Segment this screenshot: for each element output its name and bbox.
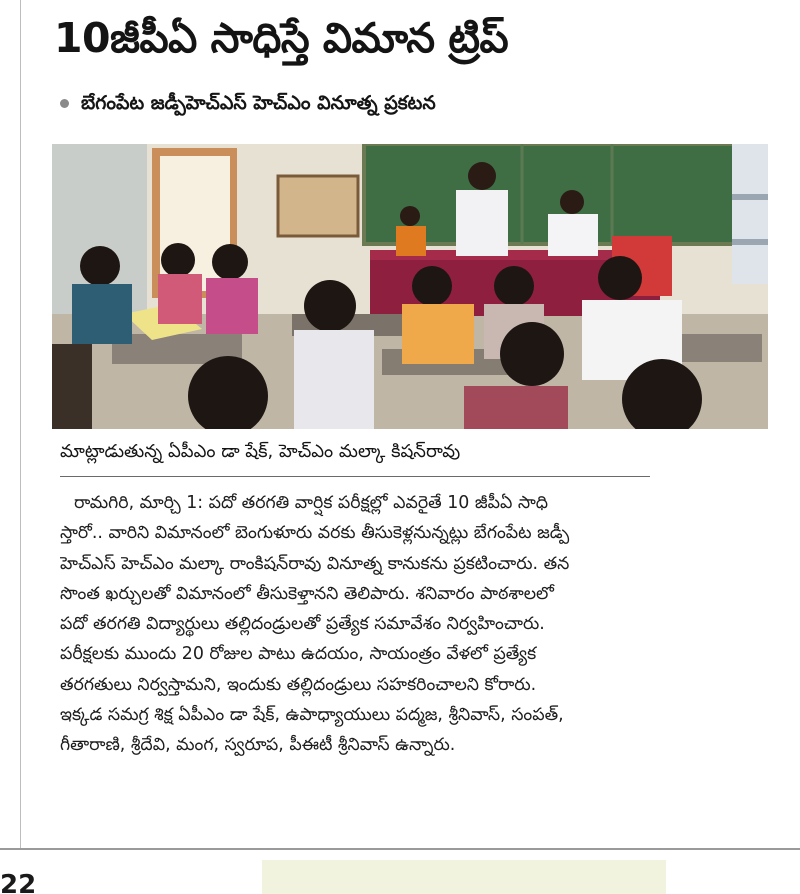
body-line: పదో తరగతి విద్యార్థులు తల్లిదండ్రులతో ప్రత్యేక సమావేశం నిర్వహించారు. bbox=[60, 614, 545, 635]
body-line: రామగిరి, మార్చి 1: పదో తరగతి వార్షిక పరీక్షల్లో ఎవరైతే 10 జీపీఏ సాధి bbox=[74, 493, 549, 513]
classroom-meeting-photo bbox=[52, 144, 768, 429]
article-headline: 10జీపీఏ సాధిస్తే విమాన ట్రిప్ bbox=[54, 14, 509, 62]
article-body bbox=[60, 488, 776, 761]
body-line: ఇక్కడ సమగ్ర శిక్ష ఏపీఎం డా షేక్, ఉపాధ్యాయులు పద్మజ, శ్రీనివాస్, సంపత్, bbox=[60, 705, 564, 726]
caption-underline bbox=[60, 476, 650, 477]
photo-caption: మాట్లాడుతున్న ఏపీఎం డా షేక్, హెచ్ఎం మల్కా కిషన్‌రావు bbox=[60, 441, 461, 462]
next-article-header-fragment bbox=[262, 860, 666, 894]
section-divider bbox=[0, 848, 800, 850]
body-line: పరీక్షలకు ముందు 20 రోజుల పాటు ఉదయం, సాయంత్రం వేళలో ప్రత్యేక bbox=[60, 644, 537, 665]
article-subheadline bbox=[60, 88, 780, 118]
page-number-fragment: 22 bbox=[0, 870, 37, 894]
body-line: తరగతులు నిర్వస్తామని, ఇందుకు తల్లిదండ్రులు సహకరించాలని కోరారు. bbox=[60, 674, 537, 695]
article-photo bbox=[52, 144, 768, 429]
body-line: స్తారో.. వారిని విమానంలో బెంగుళూరు వరకు తీసుకెళ్లనున్నట్లు బేగంపేట జడ్పీ bbox=[60, 523, 570, 544]
body-line: హెచ్ఎస్ హెచ్ఎం మల్కా రాంకిషన్‌రావు వినూత్న కానుకను ప్రకటించారు. తన bbox=[60, 553, 570, 574]
column-rule bbox=[20, 0, 21, 850]
body-line: గీతారాణి, శ్రీదేవి, మంగ, స్వరూప, పీఈటీ శ్రీనివాస్ ఉన్నారు. bbox=[60, 735, 456, 756]
body-line: సొంత ఖర్చులతో విమానంలో తీసుకెళ్తానని తెలిపారు. శనివారం పాఠశాలలో bbox=[60, 583, 554, 604]
bullet-icon bbox=[60, 99, 69, 108]
subheadline-text: బేగంపేట జడ్పీహెచ్ఎస్ హెచ్ఎం వినూత్న ప్రకటన bbox=[81, 92, 436, 114]
